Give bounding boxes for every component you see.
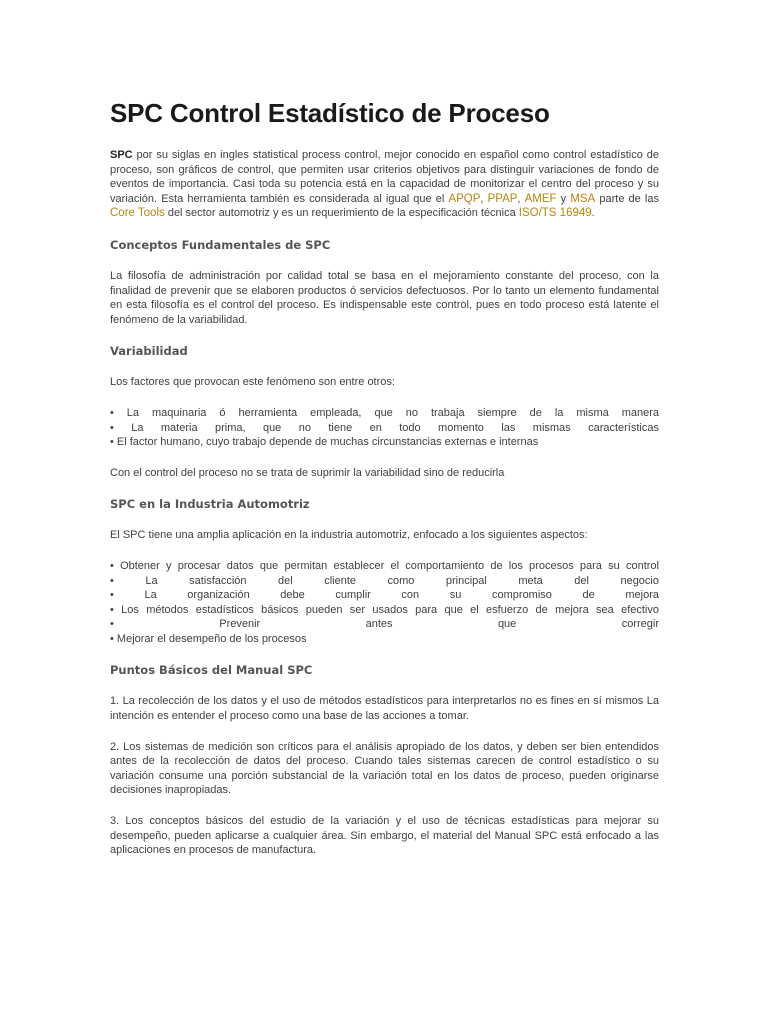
- intro-sep-3: y: [556, 192, 571, 205]
- list-item: • Los métodos estadísticos básicos pueden ser usados para que el esfuerzo de mejora sea efectivo: [110, 603, 659, 616]
- list-item: • Prevenir antes que corregir: [110, 618, 659, 631]
- section-intro-variabilidad: Los factores que provocan este fenómeno son entre otros:: [110, 376, 395, 389]
- list-item: • El factor humano, cuyo trabajo depende de muchas circunstancias externas e internas: [110, 436, 539, 449]
- link-msa[interactable]: MSA: [570, 192, 596, 205]
- list-item: • La satisfacción del cliente como principal meta del negocio: [110, 574, 659, 587]
- list-item: • Mejorar el desempeño de los procesos: [110, 632, 307, 645]
- manual-point-1: 1. La recolección de los datos y el uso de métodos estadísticos para interpretarlos no es fines en sí mismos La intención es entender el proceso como una base de las acciones a tomar.: [110, 695, 659, 723]
- list-item: • La materia prima, que no tiene en todo momento las mismas características: [110, 421, 659, 434]
- bullet-list-industria: [110, 559, 659, 647]
- manual-point-2: 2. Los sistemas de medición son críticos para el análisis apropiado de los datos, y deben ser bien entendidos antes de la recolección de datos del proceso. Cuando tales sistemas carecen de control estadístico o su variación consume una porción substancial de la variación total en los datos de proceso, pueden originarse decisiones inapropiadas.: [110, 740, 659, 797]
- link-apqp[interactable]: APQP: [448, 192, 481, 205]
- intro-lead: SPC: [110, 149, 133, 161]
- list-item: • La maquinaria ó herramienta empleada, que no trabaja siempre de la misma manera: [110, 406, 659, 419]
- intro-sep-1: ,: [480, 192, 488, 205]
- link-iso-ts[interactable]: ISO/TS 16949: [518, 207, 592, 220]
- page-title: SPC Control Estadístico de Proceso: [110, 98, 550, 128]
- manual-point-3: 3. Los conceptos básicos del estudio de la variación y el uso de técnicas estadísticas para mejorar su desempeño, pueden aplicarse a cualquier área. Sin embargo, el material del Manual SPC está enfocado a las aplicaciones en procesos de manufactura.: [110, 815, 659, 857]
- intro-text-4: .: [591, 207, 595, 220]
- intro-text-2: parte de las: [595, 192, 659, 205]
- list-item: • La organización debe cumplir con su compromiso de mejora: [110, 589, 659, 602]
- intro-paragraph: [110, 148, 659, 221]
- document-page: [110, 96, 659, 874]
- list-item: • Obtener y procesar datos que permitan establecer el comportamiento de los procesos para su control: [110, 559, 659, 572]
- intro-text-3: del sector automotriz y es un requerimiento de la especificación técnica: [164, 207, 519, 220]
- section-paragraph-conceptos: La filosofía de administración por calidad total se basa en el mejoramiento constante del proceso, con la finalidad de prevenir que se elaboren productos ó servicios defectuosos. Por lo tanto un elemento fundamental en esta filosofía es el control del proceso. Es indispensable este control, pues en todo proceso está latente el fenómeno de la variabilidad.: [110, 269, 659, 326]
- section-heading-industria: SPC en la Industria Automotriz: [110, 497, 310, 512]
- section-heading-manual: Puntos Básicos del Manual SPC: [110, 663, 313, 678]
- link-core-tools[interactable]: Core Tools: [110, 207, 165, 220]
- section-heading-conceptos: Conceptos Fundamentales de SPC: [110, 237, 331, 252]
- link-ppap[interactable]: PPAP: [487, 192, 518, 205]
- section-closing-variabilidad: Con el control del proceso no se trata de suprimir la variabilidad sino de reducirla: [110, 466, 505, 479]
- intro-text-1: por su siglas en ingles statistical process control, mejor conocido en español como control estadístico de proceso, son gráficos de control, que permiten usar criterios objetivos para distinguir variaciones de fondo de eventos de importancia. Casi toda su potencia está en la capacidad de monitorizar el centro del proceso y su variación. Esta herramienta también es considerada al igual que el: [110, 149, 659, 205]
- intro-sep-2: ,: [517, 192, 525, 205]
- bullet-list-variabilidad: [110, 406, 659, 450]
- section-intro-industria: El SPC tiene una amplia aplicación en la industria automotriz, enfocado a los siguientes aspectos:: [110, 529, 588, 542]
- link-amef[interactable]: AMEF: [524, 192, 557, 205]
- section-heading-variabilidad: Variabilidad: [110, 344, 188, 359]
